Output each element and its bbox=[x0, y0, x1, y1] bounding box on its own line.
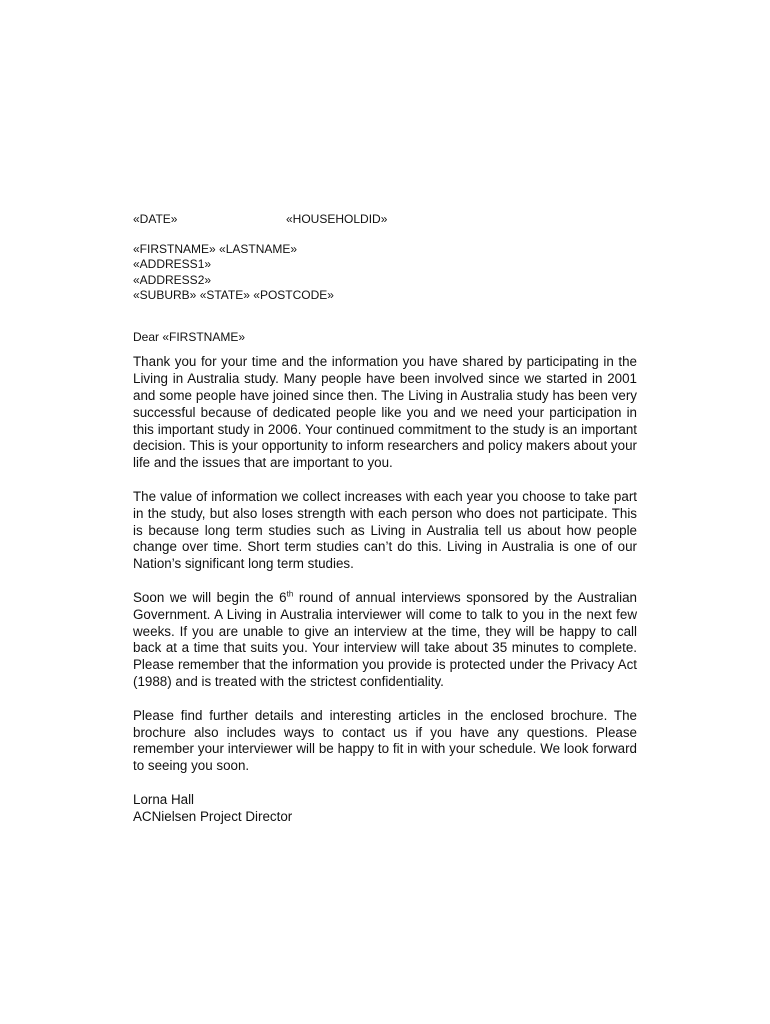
address-line-2: «ADDRESS2» bbox=[133, 272, 212, 287]
letter-header bbox=[133, 211, 637, 228]
address-line-1: «ADDRESS1» bbox=[133, 257, 212, 272]
date-merge-field: «DATE» bbox=[133, 212, 178, 226]
paragraph-interview-round-start: Soon we will begin the 6 bbox=[133, 589, 287, 605]
address-locality-line: «SUBURB» «STATE» «POSTCODE» bbox=[133, 288, 334, 303]
signatory-title: ACNielsen Project Director bbox=[133, 808, 293, 824]
ordinal-suffix: th bbox=[286, 589, 294, 599]
signature-block bbox=[133, 792, 637, 826]
paragraph-interview-round bbox=[133, 590, 637, 691]
letter-body bbox=[133, 211, 637, 826]
paragraph-thank-you: Thank you for your time and the information you have shared by participating in the Living in Australia study. Many people have been involved since we started in 2001 and some people have joined since then. The Living in Australia study has been very successful because of dedicated people like you and we need your participation in this important study in 2006. Your continued commitment to the study is an important decision. This is your opportunity to inform researchers and policy makers about your life and the issues that are important to you. bbox=[133, 354, 637, 471]
salutation: Dear «FIRSTNAME» bbox=[133, 329, 246, 344]
paragraph-interview-round-rest: round of annual interviews sponsored by the Australian Government. A Living in Australia interviewer will come to talk to you in the next few weeks. If you are unable to give an interview at the time, they will be happy to call back at a time that suits you. Your interview will take about 35 minutes to complete. Please remember that the information you provide is protected under the Privacy Act (1988) and is treated with the strictest confidentiality. bbox=[133, 589, 637, 689]
paragraph-value-of-information: The value of information we collect increases with each year you choose to take part in the study, but also loses strength with each person who does not participate. This is because long term studies such as Living in Australia tell us about how people change over time. Short term studies can’t do this. Living in Australia is one of our Nation’s significant long term studies. bbox=[133, 489, 637, 572]
paragraph-brochure: Please find further details and interesting articles in the enclosed brochure. The brochure also includes ways to contact us if you have any questions. Please remember your interviewer will be happy to fit in with your schedule. We look forward to seeing you soon. bbox=[133, 707, 637, 774]
household-id-merge-field: «HOUSEHOLDID» bbox=[286, 212, 388, 226]
address-name-line: «FIRSTNAME» «LASTNAME» bbox=[133, 242, 298, 256]
recipient-address bbox=[133, 242, 637, 304]
signatory-name: Lorna Hall bbox=[133, 791, 195, 807]
